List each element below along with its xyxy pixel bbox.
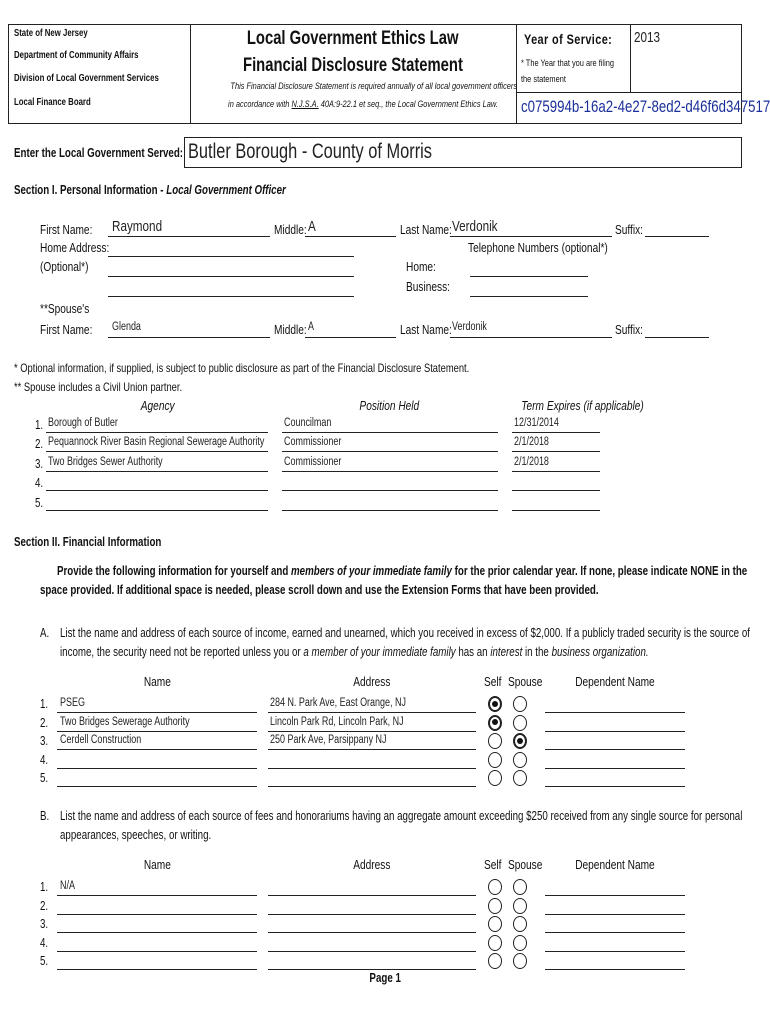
form-title-line2: Financial Disclosure Statement — [243, 55, 463, 76]
spouse-middle-field[interactable]: A — [308, 321, 314, 333]
income-name-rule — [57, 749, 257, 750]
term-rule — [512, 490, 600, 491]
self-radio[interactable] — [488, 696, 502, 712]
income-row-number: 2. — [40, 715, 49, 730]
spouse-middle-label: Middle: — [274, 322, 307, 337]
income-name-rule — [57, 932, 257, 933]
income-name-rule — [57, 731, 257, 732]
year-note-line1: * The Year that you are filing — [521, 58, 614, 69]
income-address-rule — [268, 786, 476, 787]
middle-line — [305, 236, 396, 237]
agency-rule — [46, 451, 268, 452]
dependent-name-rule — [545, 749, 685, 750]
footnote-spouse: ** Spouse includes a Civil Union partner. — [14, 380, 183, 394]
home-phone-label: Home: — [406, 259, 436, 274]
income-name-rule — [57, 895, 257, 896]
income-name-rule — [57, 914, 257, 915]
income-address-field[interactable]: Lincoln Park Rd, Lincoln Park, NJ — [270, 715, 404, 728]
last-name-label: Last Name: — [400, 222, 452, 237]
telephone-label: Telephone Numbers (optional*) — [468, 240, 608, 255]
part-b-header-name: Name — [143, 857, 171, 872]
part-b-header-dependent: Dependent Name — [575, 857, 655, 872]
part-a-header-name: Name — [143, 674, 171, 689]
self-radio[interactable] — [488, 953, 502, 969]
agency-line-board: Local Finance Board — [14, 97, 91, 108]
position-row-number: 3. — [35, 457, 44, 471]
part-b-header-self: Self — [484, 857, 502, 872]
agency-rule — [46, 510, 268, 511]
position-agency-field[interactable]: Pequannock River Basin Regional Sewerage Authority — [48, 436, 265, 448]
spouse-radio[interactable] — [513, 879, 527, 895]
position-held-field[interactable]: Councilman — [284, 417, 332, 429]
dependent-name-rule — [545, 969, 685, 970]
header-divider-right — [516, 24, 517, 124]
income-name-field[interactable]: Two Bridges Sewerage Authority — [60, 715, 190, 728]
income-address-rule — [268, 969, 476, 970]
address-line-3[interactable] — [108, 296, 354, 297]
spouse-radio[interactable] — [513, 715, 527, 731]
government-served-label: Enter the Local Government Served: — [14, 146, 184, 160]
income-address-rule — [268, 932, 476, 933]
position-term-field[interactable]: 12/31/2014 — [514, 417, 559, 429]
self-radio[interactable] — [488, 752, 502, 768]
part-b-header-address: Address — [353, 857, 391, 872]
address-line-2[interactable] — [108, 276, 354, 277]
spouse-last-name-line — [450, 337, 612, 338]
position-rule — [282, 510, 498, 511]
income-name-rule — [57, 768, 257, 769]
term-rule — [512, 432, 600, 433]
position-row-number: 1. — [35, 418, 44, 432]
income-row-number: 1. — [40, 880, 49, 894]
position-row-number: 5. — [35, 496, 44, 510]
income-row-number: 3. — [40, 917, 49, 931]
term-rule — [512, 471, 600, 472]
home-phone-field[interactable] — [470, 276, 588, 277]
suffix-label: Suffix: — [615, 222, 643, 237]
year-note-line2: the statement — [521, 74, 566, 85]
part-a-header-self: Self — [484, 674, 502, 689]
self-radio[interactable] — [488, 715, 502, 731]
position-rule — [282, 490, 498, 491]
home-address-label: Home Address: — [40, 240, 110, 255]
year-of-service-label: Year of Service: — [524, 31, 613, 47]
positions-header-agency: Agency — [141, 398, 175, 413]
income-address-field[interactable]: 284 N. Park Ave, East Orange, NJ — [270, 697, 406, 709]
position-held-field[interactable]: Commissioner — [284, 436, 342, 448]
part-a-text-line1: List the name and address of each source of income, earned and unearned, which you received in excess of $2,000. If a publicly traded security is the source of — [60, 626, 750, 640]
income-row-number: 1. — [40, 697, 49, 711]
dependent-name-rule — [545, 932, 685, 933]
part-b-text-line1: List the name and address of each source of fees and honorariums having an aggregate amount exceeding $250 received from any single source for personal — [60, 809, 743, 823]
business-phone-label: Business: — [406, 279, 450, 294]
position-rule — [282, 451, 498, 452]
spouse-radio[interactable] — [513, 898, 527, 914]
part-a-header-spouse: Spouse — [508, 674, 543, 689]
spouse-radio[interactable] — [513, 752, 527, 768]
spouse-first-name-label: First Name: — [40, 322, 93, 337]
part-a-header-dependent: Dependent Name — [575, 674, 655, 689]
self-radio[interactable] — [488, 879, 502, 895]
spouse-label: **Spouse's — [40, 301, 90, 316]
term-rule — [512, 451, 600, 452]
income-name-rule — [57, 786, 257, 787]
part-b-letter: B. — [40, 809, 50, 823]
self-radio[interactable] — [488, 935, 502, 951]
first-name-field[interactable]: Raymond — [112, 218, 163, 235]
spouse-suffix-line — [645, 337, 709, 338]
income-row-number: 5. — [40, 954, 49, 968]
agency-rule — [46, 471, 268, 472]
year-bottom-rule — [516, 92, 742, 93]
income-name-rule — [57, 951, 257, 952]
dependent-name-rule — [545, 712, 685, 713]
positions-header-position: Position Held — [359, 398, 420, 413]
income-row-number: 5. — [40, 771, 49, 785]
self-radio[interactable] — [488, 733, 502, 749]
part-a-header-address: Address — [353, 674, 391, 689]
position-row-number: 4. — [35, 476, 44, 490]
spouse-radio[interactable] — [513, 953, 527, 969]
year-of-service-field[interactable]: 2013 — [634, 29, 661, 46]
position-row-number: 2. — [35, 437, 44, 451]
dependent-name-rule — [545, 731, 685, 732]
spouse-radio[interactable] — [513, 770, 527, 786]
part-a-letter: A. — [40, 626, 50, 640]
government-served-value: Butler Borough - County of Morris — [188, 140, 432, 163]
dependent-name-rule — [545, 914, 685, 915]
income-row-number: 4. — [40, 752, 49, 767]
agency-rule — [46, 432, 268, 433]
dependent-name-rule — [545, 786, 685, 787]
positions-header-term: Term Expires (if applicable) — [521, 398, 644, 413]
last-name-line — [450, 236, 612, 237]
first-name-line — [108, 236, 270, 237]
income-name-field[interactable]: Cerdell Construction — [60, 734, 142, 746]
dependent-name-rule — [545, 895, 685, 896]
section-2-intro-line2: space provided. If additional space is needed, please scroll down and use the Extension Forms that have been provided. — [40, 583, 599, 597]
income-address-rule — [268, 895, 476, 896]
section-2-title: Section II. Financial Information — [14, 535, 162, 549]
position-term-field[interactable]: 2/1/2018 — [514, 436, 549, 448]
form-note-line2: in accordance with N.J.S.A. 40A:9-22.1 et seq., the Local Government Ethics Law. — [228, 99, 498, 110]
income-address-field[interactable]: 250 Park Ave, Parsippany NJ — [270, 734, 387, 746]
income-row-number: 2. — [40, 898, 49, 913]
optional-label: (Optional*) — [40, 259, 89, 274]
page-number: Page 1 — [369, 971, 401, 985]
income-name-field[interactable]: N/A — [60, 880, 75, 892]
income-name-field[interactable]: PSEG — [60, 697, 85, 709]
middle-label: Middle: — [274, 222, 307, 237]
income-name-rule — [57, 969, 257, 970]
income-address-rule — [268, 731, 476, 732]
spouse-radio[interactable] — [513, 935, 527, 951]
suffix-line — [645, 236, 709, 237]
agency-line-division: Division of Local Government Services — [14, 73, 159, 84]
income-row-number: 4. — [40, 935, 49, 950]
position-term-field[interactable]: 2/1/2018 — [514, 456, 549, 468]
middle-field[interactable]: A — [308, 218, 316, 235]
position-held-field[interactable]: Commissioner — [284, 456, 342, 468]
income-name-rule — [57, 712, 257, 713]
spouse-radio[interactable] — [513, 916, 527, 932]
form-note-line1: This Financial Disclosure Statement is required annually of all local government officers — [230, 81, 518, 92]
spouse-radio[interactable] — [513, 696, 527, 712]
agency-rule — [46, 490, 268, 491]
income-row-number: 3. — [40, 734, 49, 748]
position-rule — [282, 432, 498, 433]
income-address-rule — [268, 768, 476, 769]
form-title-line1: Local Government Ethics Law — [247, 28, 459, 49]
agency-line-department: Department of Community Affairs — [14, 50, 139, 61]
address-line-1[interactable] — [108, 256, 354, 257]
income-address-rule — [268, 712, 476, 713]
income-address-rule — [268, 951, 476, 952]
spouse-first-name-line — [108, 337, 270, 338]
last-name-field[interactable]: Verdonik — [452, 218, 498, 235]
term-rule — [512, 510, 600, 511]
dependent-name-rule — [545, 951, 685, 952]
section-1-title: Section I. Personal Information - Local Government Officer — [14, 183, 286, 197]
self-radio[interactable] — [488, 898, 502, 914]
spouse-suffix-label: Suffix: — [615, 322, 643, 337]
spouse-radio[interactable] — [513, 733, 527, 749]
section-2-intro-line1: Provide the following information for yourself and members of your immediate family for the prior calendar year. If none, please indicate NONE in the — [57, 564, 748, 578]
self-radio[interactable] — [488, 916, 502, 932]
position-agency-field[interactable]: Two Bridges Sewer Authority — [48, 456, 163, 468]
footnote-optional: * Optional information, if supplied, is subject to public disclosure as part of the Financial Disclosure Statement. — [14, 361, 470, 375]
position-agency-field[interactable]: Borough of Butler — [48, 417, 118, 429]
income-address-rule — [268, 914, 476, 915]
spouse-middle-line — [305, 337, 396, 338]
income-address-rule — [268, 749, 476, 750]
agency-line-state: State of New Jersey — [14, 28, 88, 39]
spouse-last-name-field[interactable]: Verdonik — [452, 321, 487, 333]
part-b-header-spouse: Spouse — [508, 857, 543, 872]
position-rule — [282, 471, 498, 472]
first-name-label: First Name: — [40, 222, 93, 237]
spouse-last-name-label: Last Name: — [400, 322, 452, 337]
business-phone-field[interactable] — [470, 296, 588, 297]
document-id: c075994b-16a2-4e27-8ed2-d46f6d347517 — [521, 97, 770, 116]
part-a-text-line2: income, the security need not be reported unless you or a member of your immediate family has an interest in the business organization. — [60, 645, 649, 659]
part-b-text-line2: appearances, speeches, or writing. — [60, 828, 212, 842]
dependent-name-rule — [545, 768, 685, 769]
spouse-first-name-field[interactable]: Glenda — [112, 321, 141, 333]
self-radio[interactable] — [488, 770, 502, 786]
